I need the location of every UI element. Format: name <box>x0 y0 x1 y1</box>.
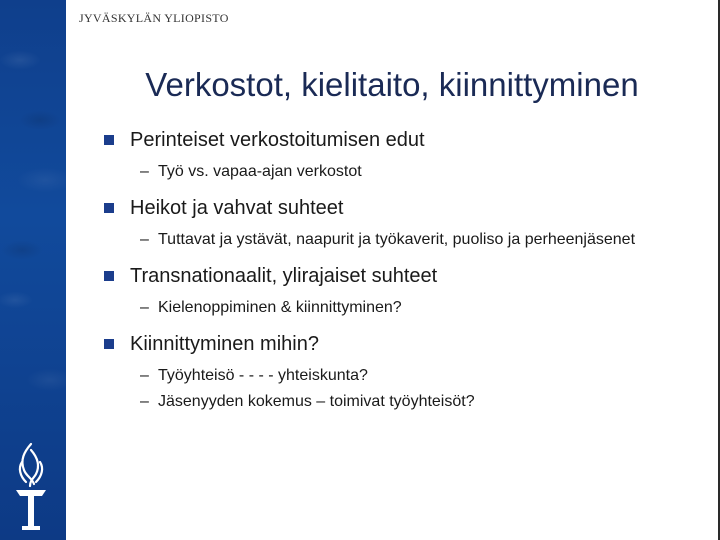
sub-bullet-item <box>100 298 700 318</box>
bullet-text: Kiinnittyminen mihin? <box>130 333 319 355</box>
dash-marker: – <box>140 393 149 410</box>
slide-title: Verkostot, kielitaito, kiinnittyminen <box>145 66 639 103</box>
sub-bullet-text: Kielenoppiminen & kiinnittyminen? <box>158 299 402 316</box>
bullet-item <box>100 264 700 288</box>
sub-bullet-text: Työ vs. vapaa-ajan verkostot <box>158 163 362 180</box>
dash-marker: – <box>140 231 149 248</box>
university-name: JYVÄSKYLÄN YLIOPISTO <box>79 11 229 25</box>
sub-bullet-text: Työyhteisö - - - - yhteiskunta? <box>158 367 368 384</box>
square-bullet-icon <box>104 339 114 349</box>
torch-logo-icon <box>8 440 54 536</box>
sidebar-band <box>0 0 66 540</box>
bullet-item <box>100 128 700 152</box>
square-bullet-icon <box>104 271 114 281</box>
bullet-text: Transnationaalit, ylirajaiset suhteet <box>130 265 438 287</box>
bullet-item <box>100 196 700 220</box>
sub-bullet-item <box>100 392 700 412</box>
dash-marker: – <box>140 367 149 384</box>
sub-bullet-item <box>100 230 700 250</box>
dash-marker: – <box>140 163 149 180</box>
bullet-text: Perinteiset verkostoitumisen edut <box>130 129 425 151</box>
sub-bullet-item <box>100 162 700 182</box>
sub-bullet-text: Jäsenyyden kokemus – toimivat työyhteisöt? <box>158 393 475 410</box>
bullet-item <box>100 332 700 356</box>
bullet-text: Heikot ja vahvat suhteet <box>130 197 344 219</box>
sub-bullet-text: Tuttavat ja ystävät, naapurit ja työkaverit, puoliso ja perheenjäsenet <box>158 231 636 248</box>
sub-bullet-item <box>100 366 700 386</box>
square-bullet-icon <box>104 135 114 145</box>
slide-content <box>100 128 700 426</box>
dash-marker: – <box>140 299 149 316</box>
square-bullet-icon <box>104 203 114 213</box>
